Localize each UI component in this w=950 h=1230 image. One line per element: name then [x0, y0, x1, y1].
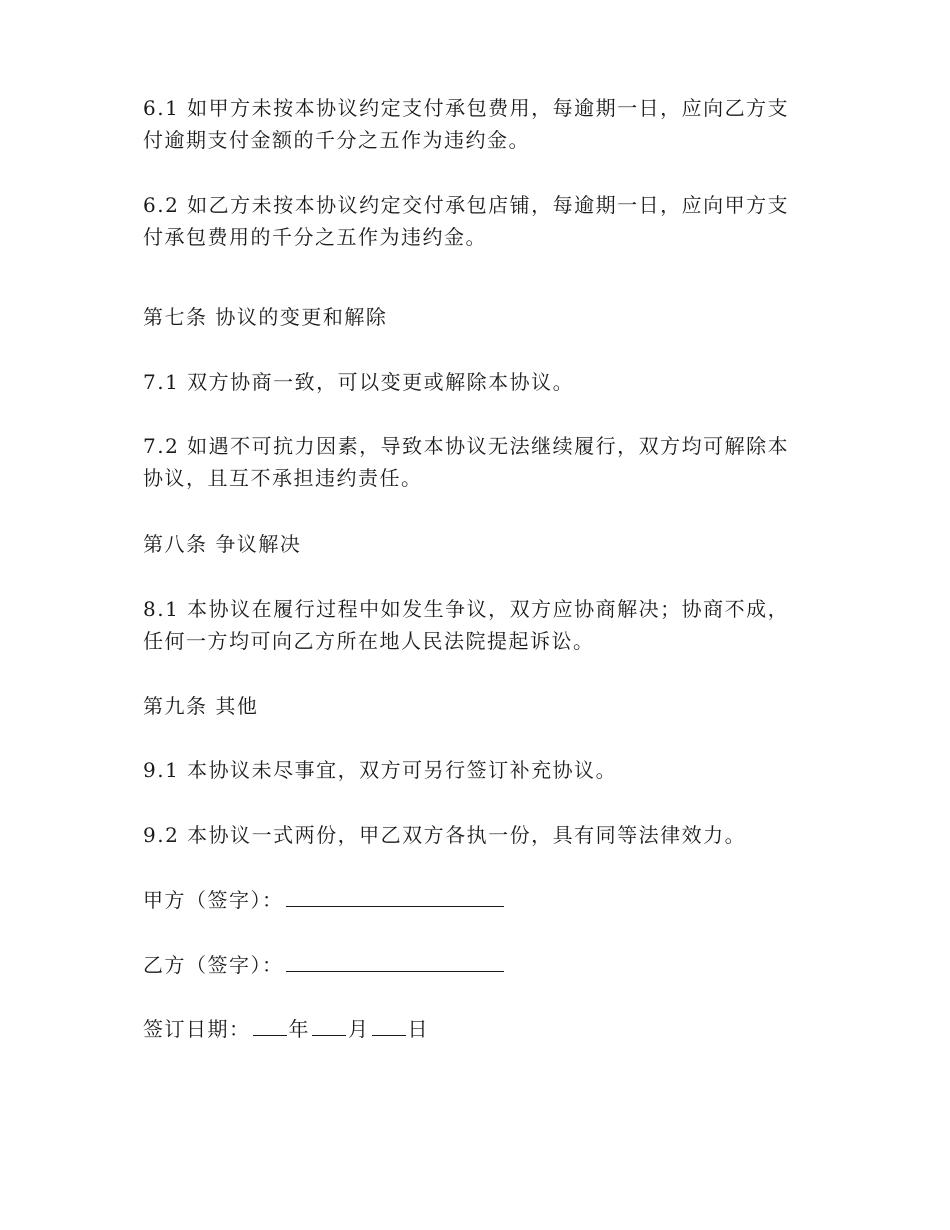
article-7-heading: 第七条 协议的变更和解除 — [143, 305, 388, 329]
signing-date-line — [143, 1013, 803, 1045]
clause-7-2: 7.2 如遇不可抗力因素，导致本协议无法继续履行，双方均可解除本协议，且互不承担违约责任。 — [143, 434, 790, 490]
party-b-signature-line — [143, 949, 803, 981]
article-9-heading: 第九条 其他 — [143, 694, 259, 718]
clause-7-1: 7.1 双方协商一致，可以变更或解除本协议。 — [143, 370, 575, 394]
party-a-signature-blank[interactable] — [286, 884, 504, 907]
party-a-signature-line — [143, 884, 803, 916]
year-unit: 年 — [288, 1017, 310, 1041]
article-8-heading: 第八条 争议解决 — [143, 532, 302, 556]
party-b-signature-blank[interactable] — [286, 949, 504, 972]
clause-9-1: 9.1 本协议未尽事宜，双方可另行签订补充协议。 — [143, 758, 618, 782]
day-blank[interactable] — [372, 1013, 406, 1036]
clause-9-2: 9.2 本协议一式两份，甲乙双方各执一份，具有同等法律效力。 — [143, 823, 747, 847]
month-blank[interactable] — [312, 1013, 346, 1036]
clause-8-1: 8.1 本协议在履行过程中如发生争议，双方应协商解决；协商不成，任何一方均可向乙方所在地人民法院提起诉讼。 — [143, 597, 790, 653]
year-blank[interactable] — [253, 1013, 287, 1036]
day-unit: 日 — [407, 1017, 429, 1041]
party-b-label: 乙方（签字）： — [143, 953, 284, 977]
date-label: 签订日期： — [143, 1017, 251, 1041]
clause-6-1: 6.1 如甲方未按本协议约定支付承包费用，每逾期一日，应向乙方支付逾期支付金额的千分之五作为违约金。 — [143, 96, 790, 152]
party-a-label: 甲方（签字）： — [143, 888, 284, 912]
clause-6-2: 6.2 如乙方未按本协议约定交付承包店铺，每逾期一日，应向甲方支付承包费用的千分之五作为违约金。 — [143, 193, 790, 249]
month-unit: 月 — [348, 1017, 370, 1041]
